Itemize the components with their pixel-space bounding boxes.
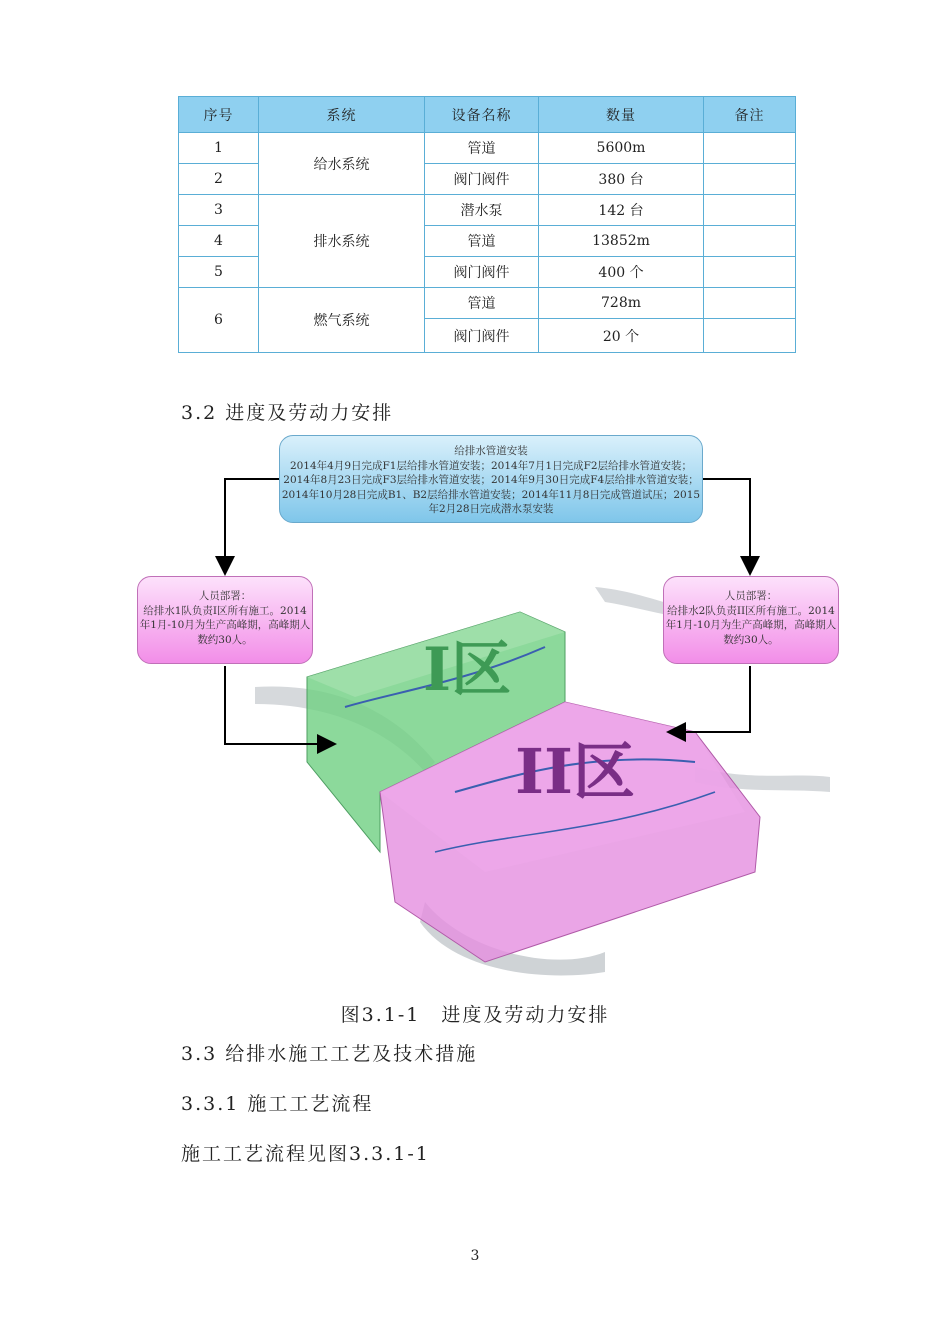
header-no: 序号	[179, 97, 259, 133]
staffing-box-title: 人员部署：	[198, 590, 252, 602]
zone-2-label: II区	[515, 735, 636, 808]
header-system: 系统	[259, 97, 425, 133]
cell-equipment: 潜水泵	[425, 195, 539, 226]
schedule-diagram	[135, 432, 835, 982]
staffing-box-text: 给排水2队负责II区所有施工。2014年1月-10月为生产高峰期，高峰期人数约30人。	[665, 604, 837, 646]
arrow-top-to-left	[225, 479, 279, 572]
cell-quantity: 380 台	[539, 164, 704, 195]
page-number: 3	[470, 1248, 480, 1264]
cell-quantity: 400 个	[539, 257, 704, 288]
table-row	[179, 288, 796, 319]
cell-equipment: 管道	[425, 226, 539, 257]
cell-note	[704, 133, 796, 164]
table-header-row	[179, 97, 796, 133]
arrow-right-to-zone-2	[670, 666, 750, 732]
schedule-box-text: 2014年4月9日完成F1层给排水管道安装；2014年7月1日完成F2层给排水管道安装；2014年8月23日完成F3层给排水管道安装；2014年9月30日完成F4层给排水管道安装；2014年10月28日完成B1、B2层给排水管道安装；2014年11月8日完成管道试压；2015年2月28日完成潜水泵安装	[281, 459, 701, 515]
staffing-box-team-1	[137, 576, 313, 664]
section-heading-3-3-1: 3.3.1 施工工艺流程	[181, 1093, 374, 1115]
cell-note	[704, 288, 796, 319]
zone-1-label: I区	[423, 635, 512, 705]
staffing-box-title: 人员部署：	[724, 590, 778, 602]
cell-note	[704, 195, 796, 226]
cell-equipment: 阀门阀件	[425, 257, 539, 288]
arrow-top-to-right	[703, 479, 750, 572]
cell-quantity: 142 台	[539, 195, 704, 226]
cell-no: 6	[179, 288, 259, 353]
cell-note	[704, 226, 796, 257]
cell-equipment: 阀门阀件	[425, 164, 539, 195]
cell-note	[704, 257, 796, 288]
cell-equipment: 管道	[425, 288, 539, 319]
cell-no: 5	[179, 257, 259, 288]
figure-caption: 图3.1-1 进度及劳动力安排	[340, 1004, 610, 1026]
staffing-box-text: 给排水1队负责I区所有施工。2014年1月-10月为生产高峰期，高峰期人数约30人。	[139, 604, 311, 646]
schedule-box-title: 给排水管道安装	[454, 445, 528, 457]
schedule-box	[279, 435, 703, 523]
cell-system: 给水系统	[259, 133, 425, 195]
cell-quantity: 13852m	[539, 226, 704, 257]
header-equipment: 设备名称	[425, 97, 539, 133]
staffing-box-team-2	[663, 576, 839, 664]
cell-no: 3	[179, 195, 259, 226]
cell-equipment: 管道	[425, 133, 539, 164]
cell-note	[704, 319, 796, 353]
cell-no: 1	[179, 133, 259, 164]
table-row	[179, 133, 796, 164]
equipment-table	[178, 96, 796, 353]
cell-no: 4	[179, 226, 259, 257]
table-row	[179, 195, 796, 226]
header-note: 备注	[704, 97, 796, 133]
cell-system: 燃气系统	[259, 288, 425, 353]
section-heading-3-2: 3.2 进度及劳动力安排	[181, 402, 394, 424]
body-paragraph: 施工工艺流程见图3.3.1-1	[181, 1143, 430, 1165]
cell-note	[704, 164, 796, 195]
section-heading-3-3: 3.3 给排水施工工艺及技术措施	[181, 1043, 478, 1065]
header-quantity: 数量	[539, 97, 704, 133]
cell-equipment: 阀门阀件	[425, 319, 539, 353]
cell-no: 2	[179, 164, 259, 195]
cell-quantity: 728m	[539, 288, 704, 319]
cell-system: 排水系统	[259, 195, 425, 288]
cell-quantity: 20 个	[539, 319, 704, 353]
cell-quantity: 5600m	[539, 133, 704, 164]
